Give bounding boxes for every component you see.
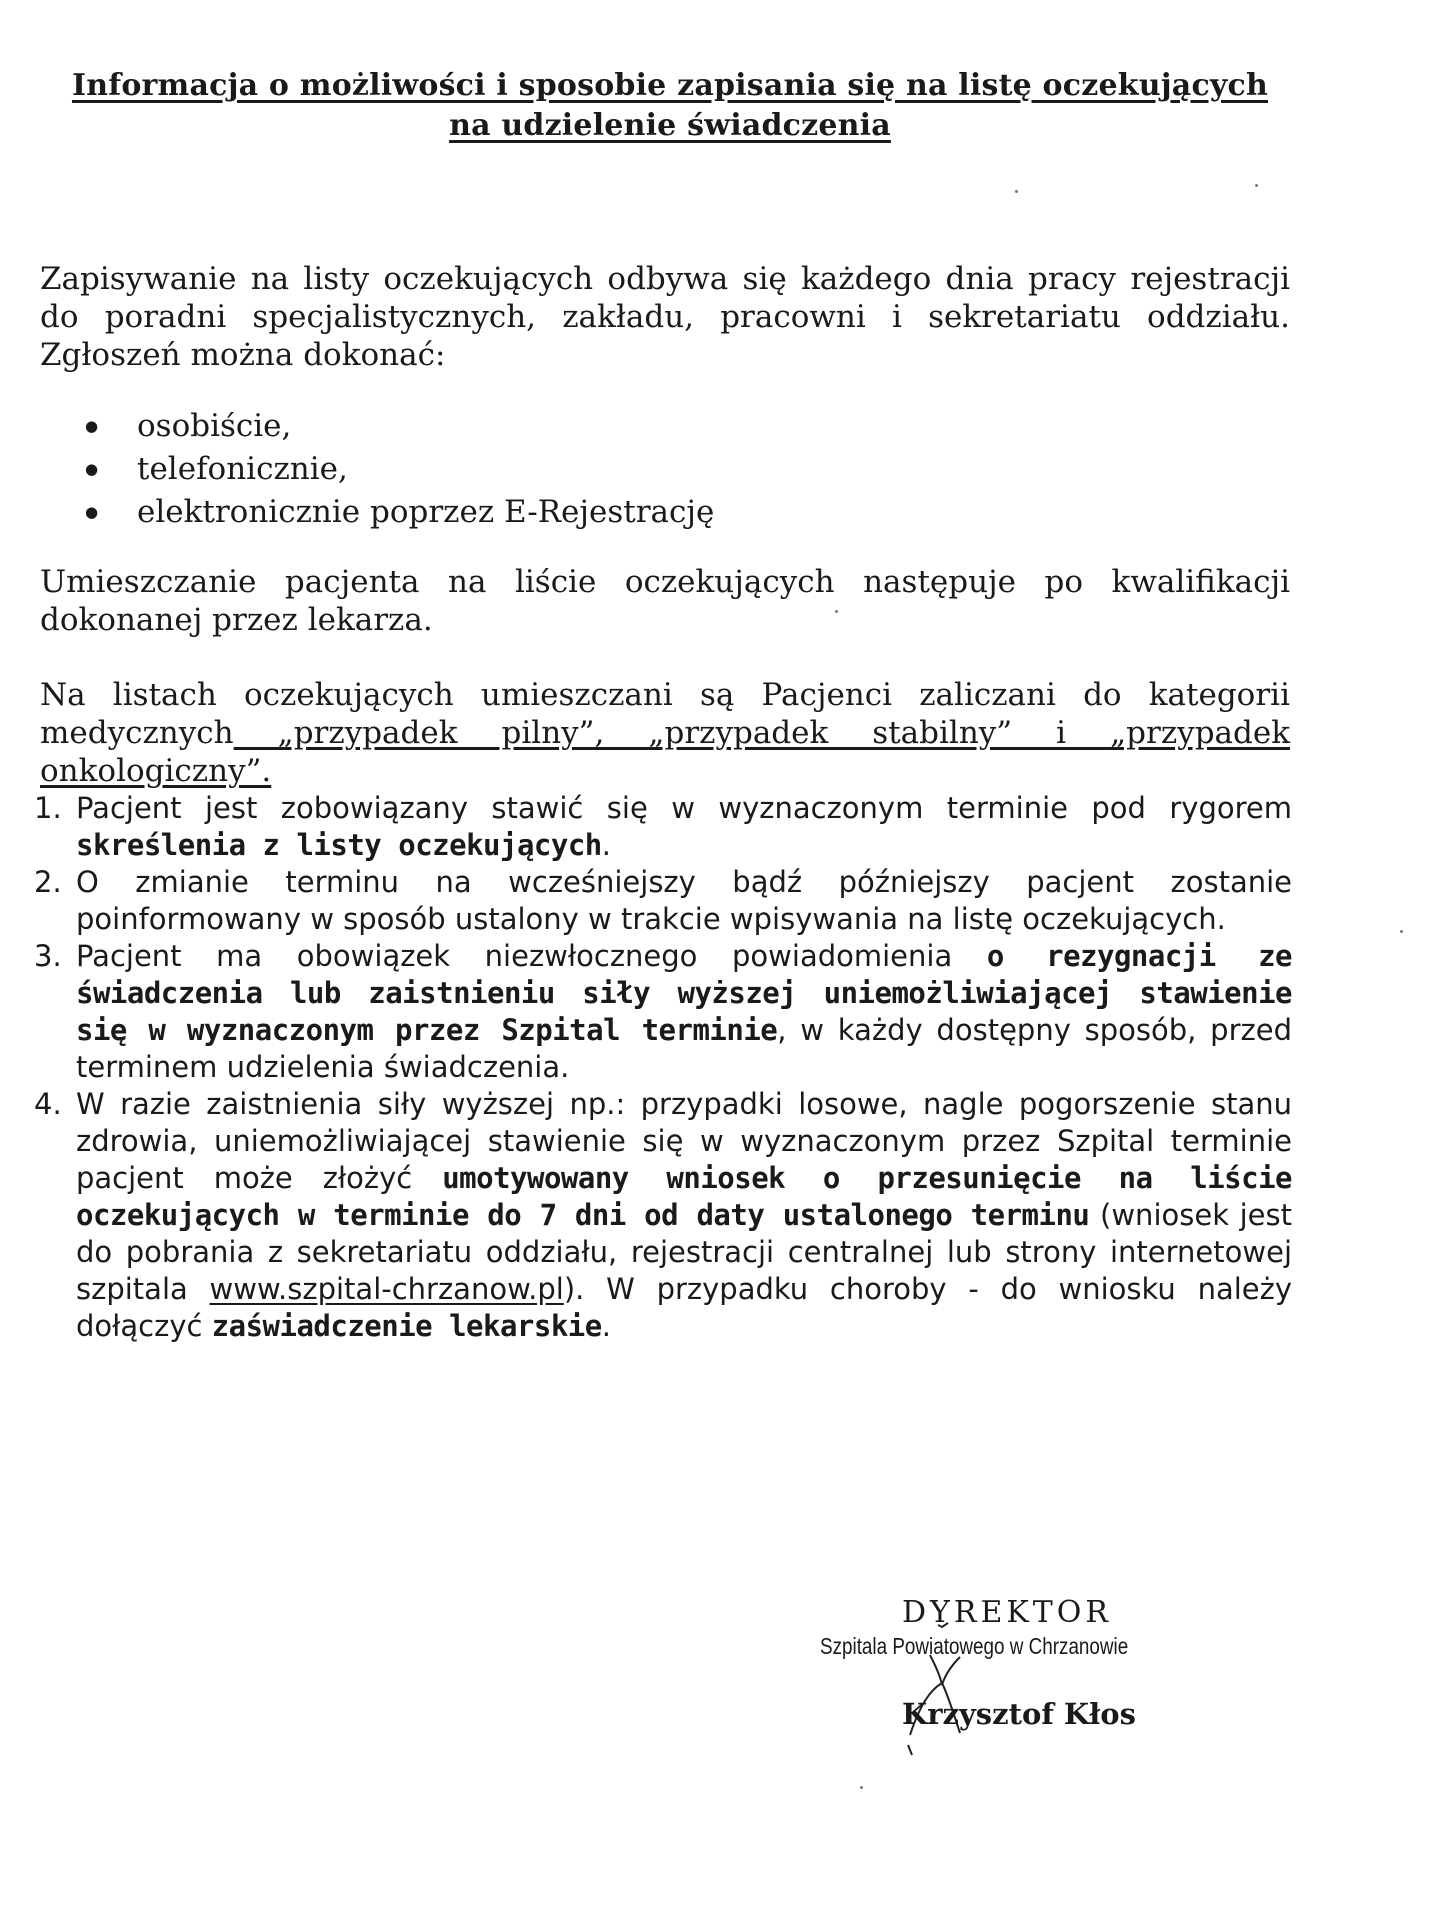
rules-list: [34, 790, 1293, 1345]
scan-speck: [835, 610, 838, 613]
rule-text: (wniosek jest do pobrania z sekretariatu oddziału, rejestracji centralnej lub strony internetowej szpitala: [76, 1198, 1293, 1306]
title-line-1: Informacja o możliwości i sposobie zapisania się na listę oczekujących: [71, 68, 1269, 103]
rule-item: [34, 1086, 1293, 1345]
list-item: ● telefonicznie,: [85, 448, 714, 491]
rule-bold: zaświadczenie lekarskie: [211, 1309, 602, 1343]
scan-speck: [1255, 184, 1258, 187]
rule-text: Pacjent jest zobowiązany stawić się w wyznaczonym terminie pod rygorem: [76, 791, 1292, 825]
rule-text: , w każdy dostępny sposób, przed terminem udzielenia świadczenia.: [76, 1013, 1292, 1084]
rule-number: 1.: [34, 791, 62, 825]
scan-speck: [1400, 930, 1403, 933]
rule-bold: umotywowany wniosek o przesunięcie na liście oczekujących w terminie do 7 dni od daty ustalonego terminu: [76, 1161, 1292, 1232]
registration-methods-list: [85, 405, 714, 534]
rule-text: Pacjent ma obowiązek niezwłocznego powiadomienia: [76, 939, 987, 973]
rule-text: .: [601, 828, 611, 862]
scan-speck: [860, 1786, 863, 1789]
rule-item: [34, 864, 1292, 938]
rule-number: 4.: [34, 1087, 62, 1121]
placement-paragraph: Umieszczanie pacjenta na liście oczekujących następuje po kwalifikacji dokonanej przez lekarza.: [40, 564, 1290, 638]
signature-name: Krzysztof Kłos: [902, 1697, 1136, 1731]
list-item: ● osobiście,: [85, 405, 714, 448]
rule-bold: o rezygnacji ze świadczenia lub zaistnieniu siły wyższej uniemożliwiającej stawienie się w wyznaczonym przez Szpital terminie: [76, 939, 1292, 1047]
signature-institution: Szpitala Powiatowego w Chrzanowie: [820, 1633, 1129, 1659]
rule-bold: skreślenia z listy oczekujących: [76, 828, 602, 862]
signature-title: DYREKTOR: [902, 1595, 1112, 1630]
title-line-2: na udzielenie świadczenia: [449, 108, 891, 143]
rule-item: [34, 790, 1292, 864]
rule-item: [34, 938, 1292, 1086]
list-item: ● elektronicznie poprzez E-Rejestrację: [85, 491, 714, 534]
document-title: [40, 66, 1300, 146]
categories-list: „przypadek pilny”, „przypadek stabilny” i „przypadek onkologiczny”.: [40, 715, 1290, 789]
hospital-website-link[interactable]: www.szpital-chrzanow.pl: [209, 1272, 564, 1306]
scan-speck: [1015, 190, 1018, 193]
rule-number: 2.: [34, 865, 62, 899]
rule-text: ). W przypadku choroby - do wniosku należy dołączyć: [76, 1272, 1293, 1343]
intro-paragraph: Zapisywanie na listy oczekujących odbywa się każdego dnia pracy rejestracji do poradni specjalistycznych, zakładu, pracowni i sekretariatu oddziału. Zgłoszeń można dokonać:: [40, 261, 1290, 373]
rule-text: .: [601, 1309, 611, 1343]
rule-text: W razie zaistnienia siły wyższej np.: przypadki losowe, nagle pogorszenie stanu zdrowia, uniemożliwiającej stawienie się w wyznaczonym przez Szpital terminie pacjent może złożyć: [76, 1087, 1292, 1195]
rule-text: O zmianie terminu na wcześniejszy bądź późniejszy pacjent zostanie poinformowany w sposób ustalony w trakcie wpisywania na listę oczekujących.: [76, 865, 1292, 936]
rule-number: 3.: [34, 939, 62, 973]
categories-paragraph: [40, 676, 1290, 790]
categories-prefix: Na listach oczekujących umieszczani są Pacjenci zaliczani do kategorii medycznych: [40, 677, 1290, 751]
